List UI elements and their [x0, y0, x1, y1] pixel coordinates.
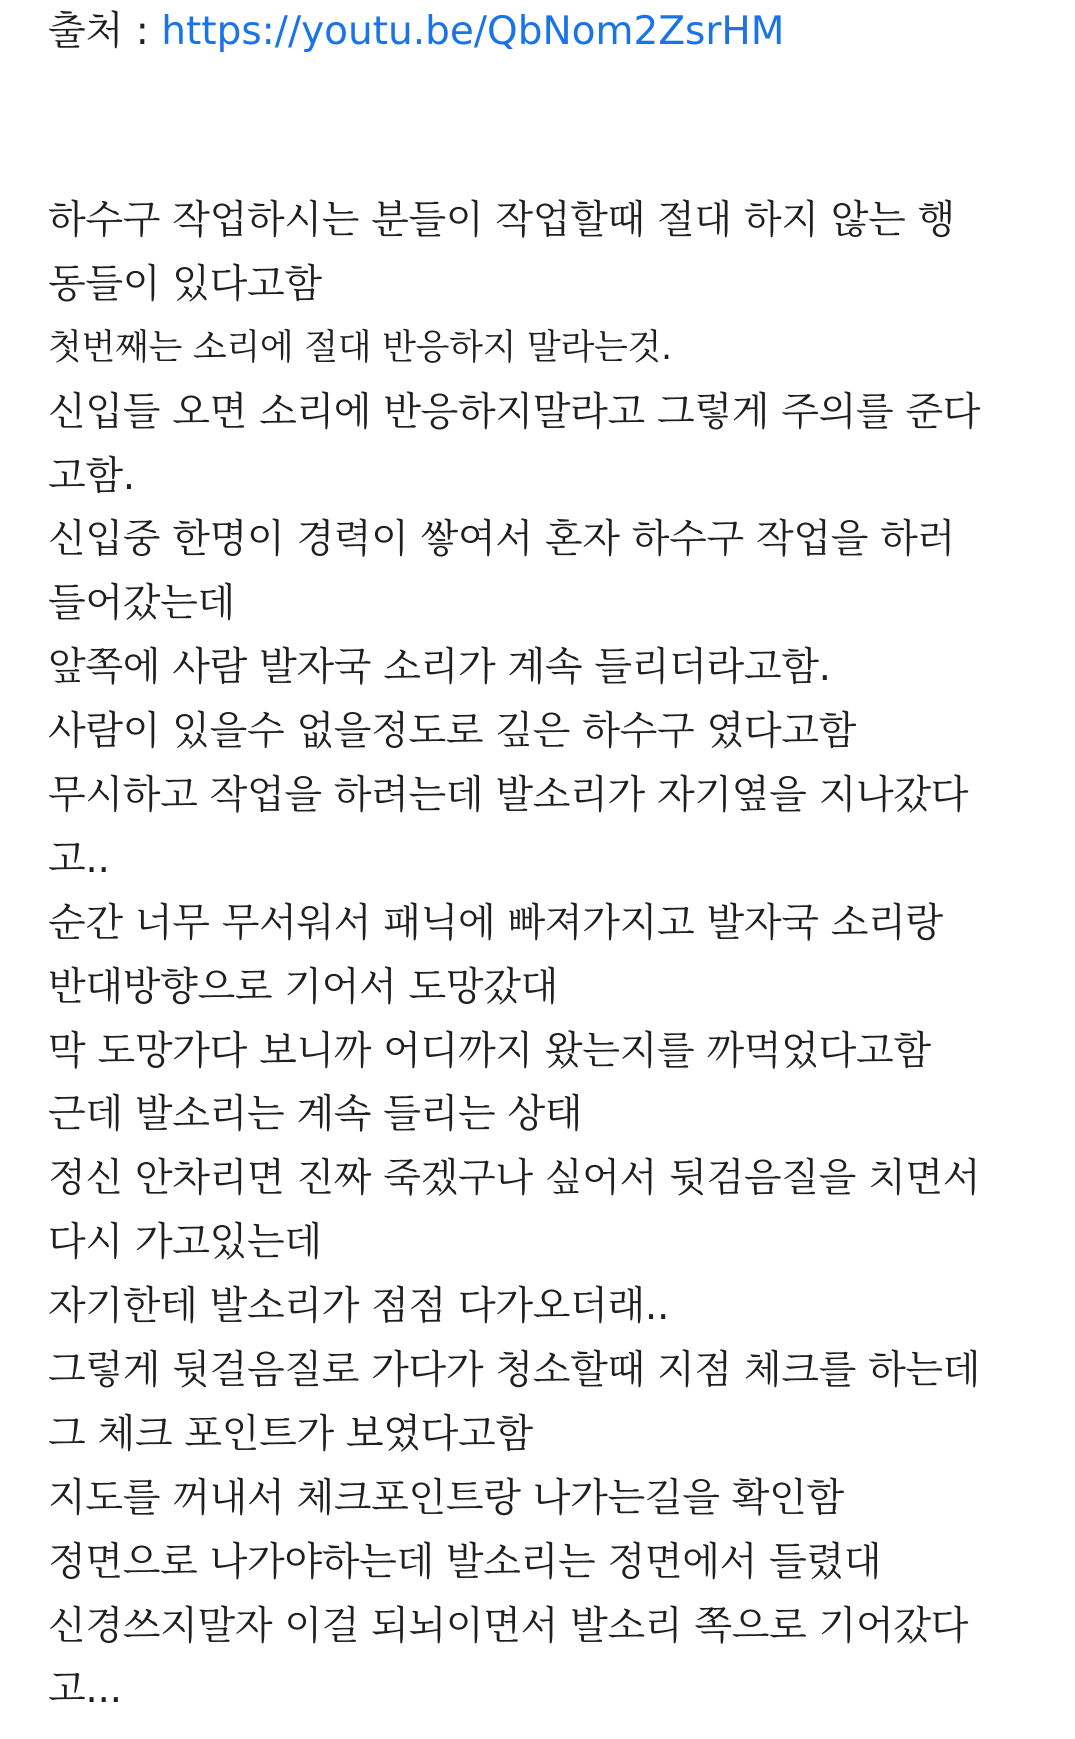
story-line: 하수구 작업하시는 분들이 작업할때 절대 하지 않는 행	[48, 198, 955, 243]
story-line: 동들이 있다고함	[48, 261, 322, 307]
story-line: 들어갔는데	[48, 581, 235, 627]
story-line: 첫번째는 소리에 절대 반응하지 말라는것.	[48, 327, 672, 368]
story-line: 그렇게 뒷걸음질로 가다가 청소할때 지점 체크를 하는데	[48, 1348, 981, 1394]
story-line: 앞쪽에 사람 발자국 소리가 계속 들리더라고함.	[48, 645, 831, 691]
story-line: 다시 가고있는데	[48, 1220, 322, 1266]
story-line: 근데 발소리는 계속 들리는 상태	[48, 1092, 583, 1138]
story-line: 무시하고 작업을 하려는데 발소리가 자기옆을 지나갔다	[48, 773, 969, 819]
story-line: 고함.	[48, 453, 135, 499]
story-line: 순간 너무 무서워서 패닉에 빠져가지고 발자국 소리랑	[48, 900, 943, 946]
story-line: 막 도망가다 보니까 어디까지 왔는지를 까먹었다고함	[48, 1028, 931, 1074]
story-line: 지도를 꺼내서 체크포인트랑 나가는길을 확인함	[48, 1475, 844, 1521]
story-line: 자기한테 발소리가 점점 다가오더래..	[48, 1284, 670, 1330]
story-line: 고...	[48, 1667, 122, 1713]
blank-space	[48, 64, 1048, 189]
post-content	[48, 0, 1048, 1722]
story-line: 정면으로 나가야하는데 발소리는 정면에서 들렸대	[48, 1539, 882, 1585]
story-line: 신경쓰지말자 이걸 되뇌이면서 발소리 쪽으로 기어갔다	[48, 1603, 969, 1649]
story-line: 신입중 한명이 경력이 쌓여서 혼자 하수구 작업을 하러	[48, 517, 955, 563]
story-line: 사람이 있을수 없을정도로 깊은 하수구 였다고함	[48, 709, 856, 755]
story-line: 신입들 오면 소리에 반응하지말라고 그렇게 주의를 준다	[48, 389, 981, 435]
story-line: 정신 안차리면 진짜 죽겠구나 싶어서 뒷검음질을 치면서	[48, 1156, 981, 1202]
source-label: 출처 :	[48, 9, 162, 54]
story-line: 그 체크 포인트가 보였다고함	[48, 1411, 533, 1457]
source-line	[48, 0, 1048, 64]
story-line: 반대방향으로 기어서 도망갔대	[48, 964, 559, 1010]
source-link[interactable]: https://youtu.be/QbNom2ZsrHM	[161, 9, 785, 54]
story-text	[48, 189, 1048, 1722]
story-line: 고..	[48, 836, 110, 882]
